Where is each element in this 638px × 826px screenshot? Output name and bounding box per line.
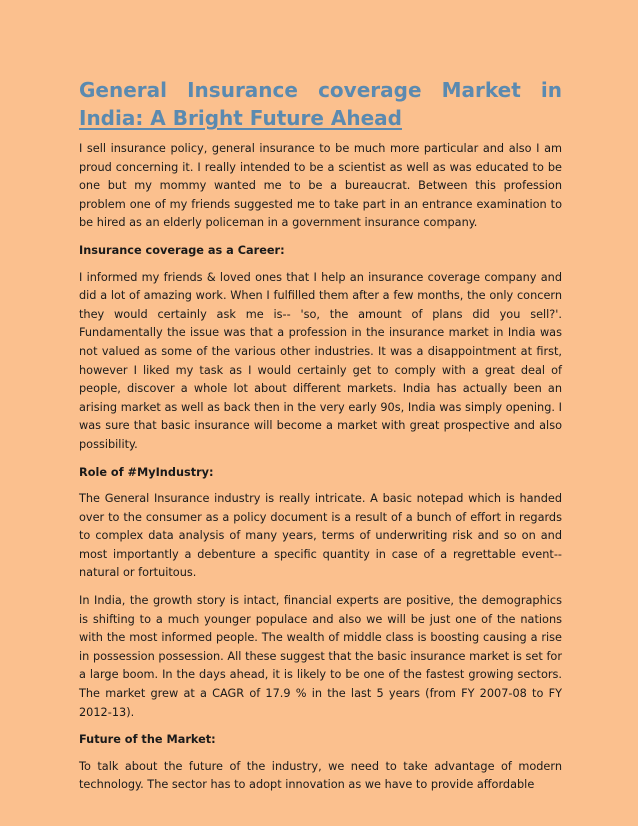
section-heading-role: Role of #MyIndustry: <box>79 465 214 479</box>
title-line-1: General Insurance coverage Market in <box>79 78 562 102</box>
page-title <box>79 76 562 132</box>
title-line-2: India: A Bright Future Ahead <box>79 106 402 130</box>
role-paragraph-1: The General Insurance industry is really intricate. A basic notepad which is handed over to the consumer as a policy document is a result of a bunch of effort in regards to complex data analysis of many years, terms of underwriting risk and so on and most importantly a debenture a specific quantity in case of a regrettable event-- natural or fortuitous. <box>79 492 562 580</box>
career-paragraph: I informed my friends & loved ones that I help an insurance coverage company and did a lot of amazing work. When I fulfilled them after a few months, the only concern they would certainly ask me is-- 'so, the amount of plans did you sell?'. Fundamentally the issue was that a profession in the insurance market in India was not valued as some of the various other industries. It was a disappointment at first, however I liked my task as I would certainly get to comply with a great deal of people, discover a whole lot about different markets. India has actually been an arising market as well as back then in the very early 90s, India was simply opening. I was sure that basic insurance will become a market with great prospective and also possibility. <box>79 270 562 451</box>
section-heading-future: Future of the Market: <box>79 733 216 747</box>
section-heading-career: Insurance coverage as a Career: <box>79 243 285 257</box>
future-paragraph: To talk about the future of the industry, we need to take advantage of modern technology. The sector has to adopt innovation as we have to provide affordable <box>79 759 562 792</box>
role-paragraph-2: In India, the growth story is intact, financial experts are positive, the demographics is shifting to a much younger populace and also we will be just one of the nations with the most informed people. The wealth of middle class is boosting causing a rise in possession possession. All these suggest that the basic insurance market is set for a large boom. In the days ahead, it is likely to be one of the fastest growing sectors. The market grew at a CAGR of 17.9 % in the last 5 years (from FY 2007-08 to FY 2012-13). <box>79 594 562 719</box>
intro-paragraph: I sell insurance policy, general insurance to be much more particular and also I am proud concerning it. I really intended to be a scientist as well as was educated to be one but my mommy wanted me to be a bureaucrat. Between this profession problem one of my friends suggested me to take part in an entrance examination to be hired as an elderly policeman in a government insurance company. <box>79 142 562 230</box>
